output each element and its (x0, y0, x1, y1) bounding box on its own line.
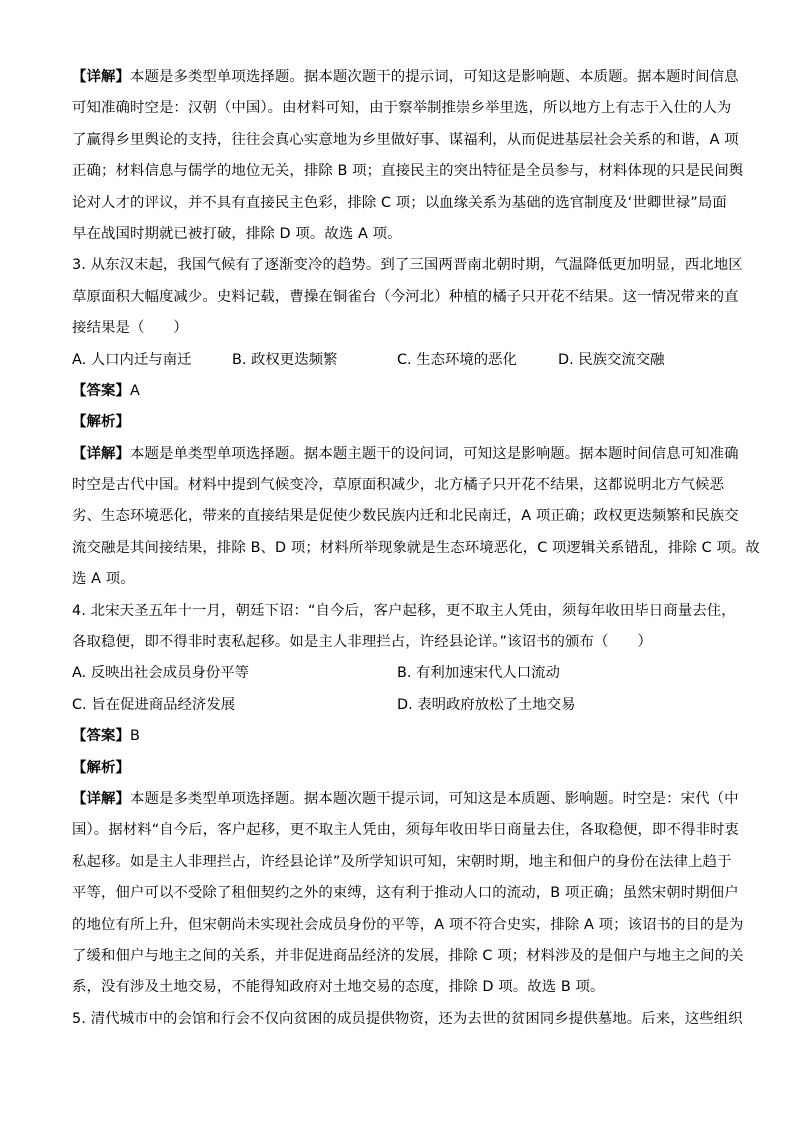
q4-option-c: C. 旨在促进商品经济发展 (72, 696, 236, 713)
q3-answer (72, 376, 722, 407)
q3-detail-line-1 (72, 439, 739, 470)
q4-detail-line-7: 系，没有涉及土地交易，不能得知政府对土地交易的态度，排除 D 项。故选 B 项。 (72, 979, 605, 996)
q2-detail-line-5: 论对人才的评议，并不具有直接民主色彩，排除 C 项；以血缘关系为基础的选官制度及‘世卿世禄”局面 (72, 194, 727, 211)
detail-tag: 【详解】 (72, 790, 130, 807)
q3-detail-line-5: 选 A 项。 (72, 571, 135, 588)
answer-value: B (129, 728, 140, 745)
q4-options-row-2 (72, 690, 722, 721)
detail-tag: 【详解】 (72, 69, 130, 85)
q2-detail-line-1 (72, 62, 739, 93)
q2-detail-line-2: 可知准确时空是：汉朝（中国）。由材料可知，由于察举制推崇乡举里选，所以地方上有志于入仕的人为 (72, 100, 732, 117)
q4-detail-line-6: 了缓和佃户与地主之间的关系，并非促进商品经济的发展，排除 C 项；材料涉及的是佃户与地主之间的关 (72, 947, 744, 964)
q3-option-d: D. 民族交流交融 (558, 351, 665, 368)
q5-stem-line-1: 5. 清代城市中的会馆和行会不仅向贫困的成员提供物资，还为去世的贫困同乡提供墓地。后来，这些组织 (72, 1010, 743, 1027)
q4-stem-line-2: 各取稳便，即不得非时衷私起移。如是主人非理拦占，许经县论详。”该诏书的颁布（ ） (72, 634, 652, 651)
q4-detail-line-1 (72, 784, 739, 815)
answer-tag: 【答案】 (72, 382, 130, 399)
q3-option-b: B. 政权更迭频繁 (232, 351, 338, 368)
q4-option-d: D. 表明政府放松了土地交易 (397, 696, 576, 713)
q4-detail-line-4: 平等，佃户可以不受除了租佃契约之外的束缚，这有利于推动人口的流动，B 项正确；虽然宋朝时期佃户 (72, 885, 739, 902)
q4-stem-line-1: 4. 北宋天圣五年十一月，朝廷下诏：“自今后，客户起移，更不取主人凭由，须每年收田毕日商量去住， (72, 602, 736, 619)
q3-option-c: C. 生态环境的恶化 (397, 351, 517, 368)
q4-answer (72, 721, 722, 752)
q4-detail-line-3: 私起移。如是主人非理拦占，许经县论详”及所学知识可知，宋朝时期，地主和佃户的身份在法律上趋于 (72, 853, 732, 870)
q4-analysis (72, 753, 722, 784)
q3-analysis (72, 407, 722, 438)
q4-detail-line-2: 国）。据材料“自今后，客户起移，更不取主人凭由，须每年收田毕日商量去住，各取稳便，即不得非时衷 (72, 822, 739, 839)
q4-options-row-1 (72, 658, 722, 689)
analysis-tag: 【解析】 (72, 759, 130, 776)
q3-option-a: A. 人口内迁与南迁 (72, 351, 192, 368)
detail-tag: 【详解】 (72, 445, 130, 462)
document-page (72, 62, 760, 1035)
q3-stem-line-1: 3. 从东汉末起，我国气候有了逐渐变冷的趋势。到了三国两晋南北朝时期，气温降低更加明显，西北地区 (72, 257, 743, 274)
q3-stem-line-3: 接结果是（ ） (72, 320, 188, 337)
q2-detail-text: 本题是多类型单项选择题。据本题次题干的提示词，可知这是影响题、本质题。据本题时间信息 (129, 69, 739, 85)
q3-detail-line-4: 流交融是其间接结果，排除 B、D 项；材料所举现象就是生态环境恶化，C 项逻辑关系错乱，排除 C 项。故 (72, 539, 760, 556)
q3-detail-text: 本题是单类型单项选择题。据本题主题干的设问词，可知这是影响题。据本题时间信息可知准确 (129, 445, 739, 462)
q4-option-a: A. 反映出社会成员身份平等 (72, 665, 250, 682)
q4-option-b: B. 有利加速宋代人口流动 (397, 665, 560, 682)
q4-detail-text: 本题是多类型单项选择题。据本题次题干提示词，可知这是本质题、影响题。时空是：宋代（中 (129, 790, 739, 807)
q2-detail-line-4: 正确；材料信息与儒学的地位无关，排除 B 项；直接民主的突出特征是全员参与，材料体现的只是民间舆 (72, 163, 744, 180)
q4-detail-line-5: 的地位有所上升，但宋朝尚未实现社会成员身份的平等，A 项不符合史实，排除 A 项；该诏书的目的是为 (72, 916, 744, 933)
answer-tag: 【答案】 (72, 728, 130, 745)
q2-detail-line-6: 早在战国时期就已被打破，排除 D 项。故选 A 项。 (72, 225, 402, 242)
q2-detail-line-3: 了赢得乡里舆论的支持，往往会真心实意地为乡里做好事、谋福利，从而促进基层社会关系的和谐，A 项 (72, 131, 739, 148)
answer-value: A (129, 382, 140, 399)
q3-detail-line-3: 劣、生态环境恶化，带来的直接结果是促使少数民族内迁和北民南迁，A 项正确；政权更迭频繁和民族交 (72, 508, 739, 525)
q3-stem-line-2: 草原面积大幅度减少。史料记载，曹操在铜雀台（今河北）种植的橘子只开花不结果。这一情况带来的直 (72, 288, 739, 305)
q3-detail-line-2: 时空是古代中国。材料中提到气候变冷，草原面积减少，北方橘子只开花不结果，这都说明北方气候恶 (72, 477, 725, 494)
q3-options (72, 345, 722, 376)
analysis-tag: 【解析】 (72, 414, 130, 431)
